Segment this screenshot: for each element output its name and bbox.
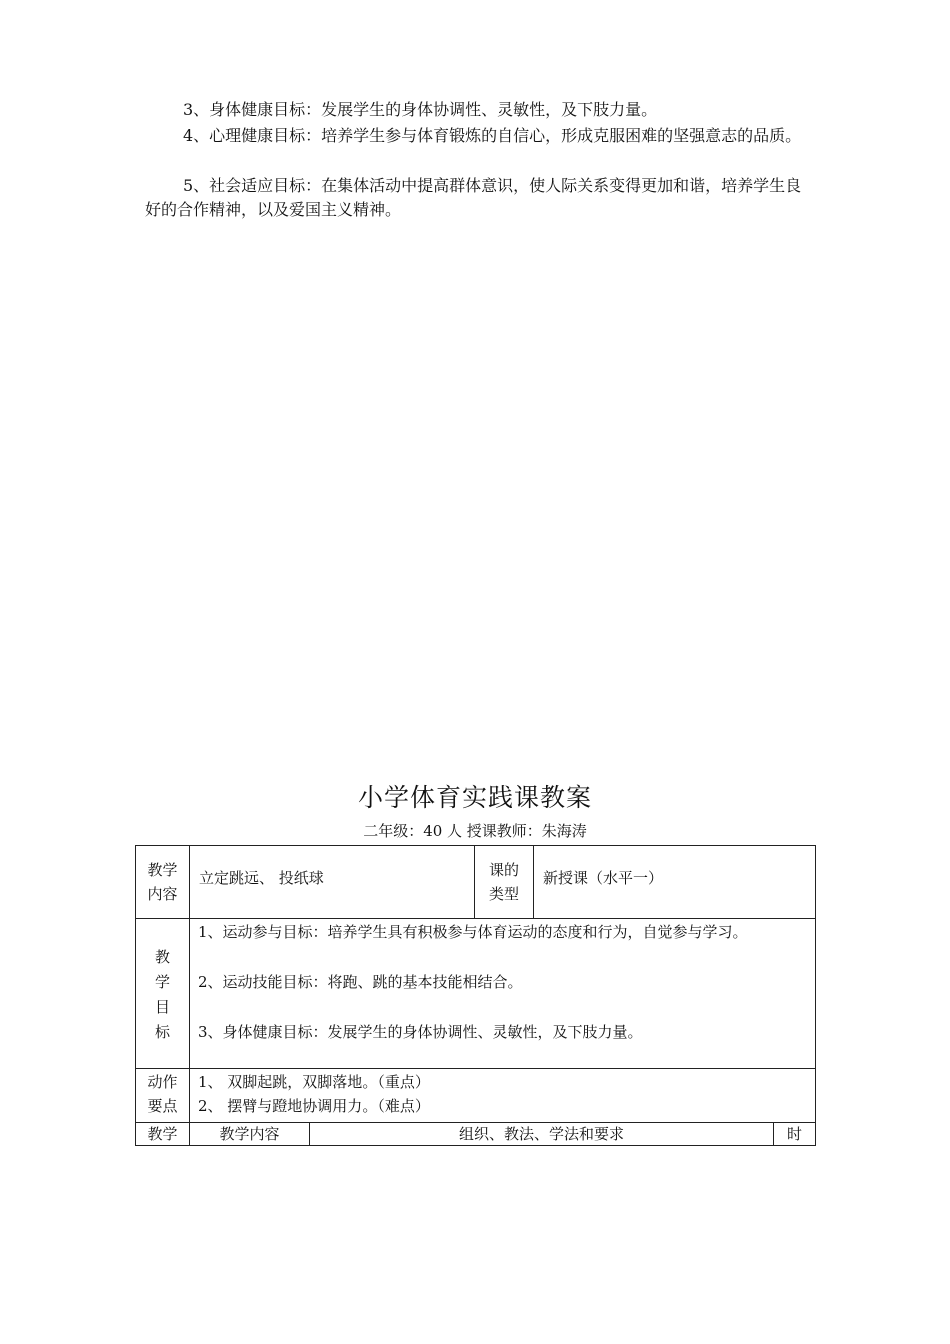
goals-label: 教 学 目 标 <box>154 948 170 1041</box>
header-teaching: 教学 <box>147 1125 178 1143</box>
header-methods: 组织、教法、学法和要求 <box>458 1125 624 1143</box>
type-value: 新授课（水平一） <box>543 869 664 887</box>
key-point: 1、 双脚起跳，双脚落地。（重点） <box>198 1073 430 1091</box>
header-time: 时 <box>786 1125 802 1143</box>
key-points-label: 动作 要点 <box>147 1073 178 1115</box>
paragraph-mental-goal: 4、心理健康目标：培养学生参与体育锻炼的自信心，形成克服困难的坚强意志的品质。 <box>183 126 802 145</box>
paragraph-health-goal: 3、身体健康目标：发展学生的身体协调性、灵敏性，及下肢力量。 <box>183 100 658 119</box>
key-point: 2、 摆臂与蹬地协调用力。（难点） <box>198 1097 430 1115</box>
goal-item: 3、身体健康目标：发展学生的身体协调性、灵敏性，及下肢力量。 <box>198 1023 643 1041</box>
goal-item: 2、运动技能目标：将跑、跳的基本技能相结合。 <box>198 973 523 991</box>
paragraph-social-goal: 5、社会适应目标：在集体活动中提高群体意识，使人际关系变得更加和谐，培养学生良好的合作精神，以及爱国主义精神。 <box>145 176 802 219</box>
header-content: 教学内容 <box>219 1125 280 1143</box>
content-value: 立定跳远、 投纸球 <box>199 869 324 887</box>
type-label: 课的 类型 <box>488 861 519 903</box>
goal-item: 1、运动参与目标：培养学生具有积极参与体育运动的态度和行为，自觉参与学习。 <box>198 923 748 941</box>
page-title: 小学体育实践课教案 <box>357 783 592 812</box>
content-label: 教学 内容 <box>147 861 178 903</box>
page-subtitle: 二年级：40 人 授课教师：朱海涛 <box>363 822 587 840</box>
